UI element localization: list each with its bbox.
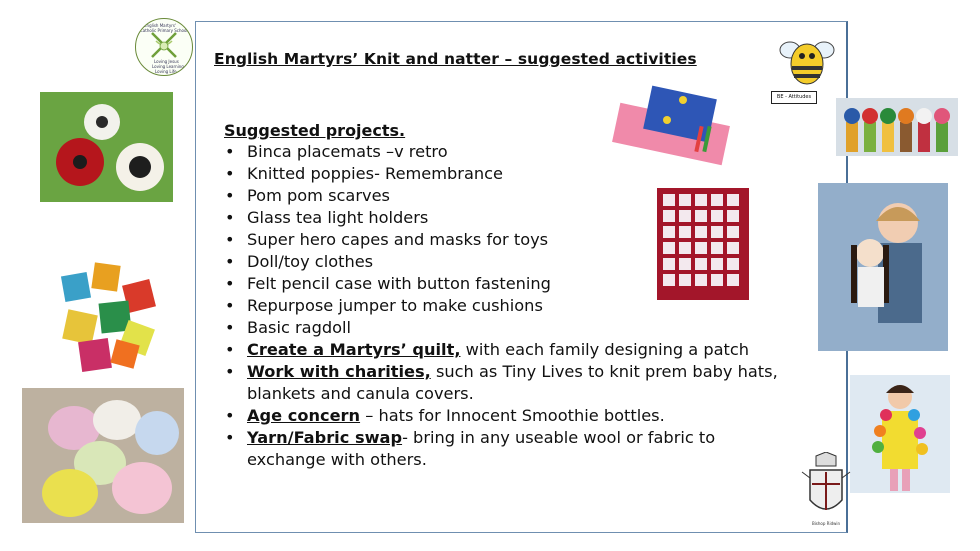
crest-caption: Bishop Ridwin xyxy=(811,521,841,526)
list-item-text: Repurpose jumper to make cushions xyxy=(247,296,543,315)
pom-pom-scarf-photo xyxy=(850,375,950,493)
list-item-text: with each family designing a patch xyxy=(460,340,750,359)
projects-heading: Suggested projects. xyxy=(224,121,406,140)
smoothie-bottle-hats-photo xyxy=(836,98,958,156)
list-item xyxy=(222,361,782,405)
list-item-text: Glass tea light holders xyxy=(247,208,429,227)
list-item-text: Felt pencil case with button fastening xyxy=(247,274,551,293)
list-item xyxy=(222,405,782,427)
list-item xyxy=(222,427,782,471)
page-title: English Martyrs’ Knit and natter – suggested activities xyxy=(214,50,697,68)
logo-motto-3: Loving Life xyxy=(155,69,177,74)
list-item-text: – hats for Innocent Smoothie bottles. xyxy=(360,406,665,425)
list-item-text: Knitted poppies- Remembrance xyxy=(247,164,503,183)
be-attitudes-badge: BE - Attitudes xyxy=(771,91,817,104)
list-item-text: such as Tiny Lives to knit prem baby hats, blankets and canula covers. xyxy=(247,362,778,403)
baby-hats-photo xyxy=(22,388,184,523)
binca-placemats-photo xyxy=(55,262,165,377)
list-item-text: - bring in any useable wool or fabric to exchange with others. xyxy=(247,428,716,469)
logo-school-name-2: Catholic Primary School xyxy=(140,28,188,33)
ragdoll-photo xyxy=(818,183,948,351)
quilt-photo xyxy=(657,188,749,300)
knitted-poppies-photo xyxy=(40,92,173,202)
list-item-bold: Yarn/Fabric swap xyxy=(247,428,403,447)
logo-motto-2: Loving Learning xyxy=(152,64,184,69)
list-item-text: Doll/toy clothes xyxy=(247,252,374,271)
logo-school-name-1: English Martyrs' xyxy=(144,23,177,28)
list-item-bold: Work with charities, xyxy=(247,362,431,381)
list-item-text: Pom pom scarves xyxy=(247,186,390,205)
bee-mascot-image xyxy=(776,28,838,90)
felt-pencil-case-photo xyxy=(605,80,759,170)
list-item xyxy=(222,317,782,339)
list-item-text: Super hero capes and masks for toys xyxy=(247,230,549,249)
school-logo xyxy=(135,18,193,76)
list-item xyxy=(222,339,782,361)
list-item-bold: Age concern xyxy=(247,406,361,425)
list-item-text: Binca placemats –v retro xyxy=(247,142,448,161)
bishop-crest-image xyxy=(800,452,852,524)
logo-motto-1: Loving Jesus xyxy=(154,59,179,64)
list-item-text: Basic ragdoll xyxy=(247,318,352,337)
list-item-bold: Create a Martyrs’ quilt, xyxy=(247,340,461,359)
